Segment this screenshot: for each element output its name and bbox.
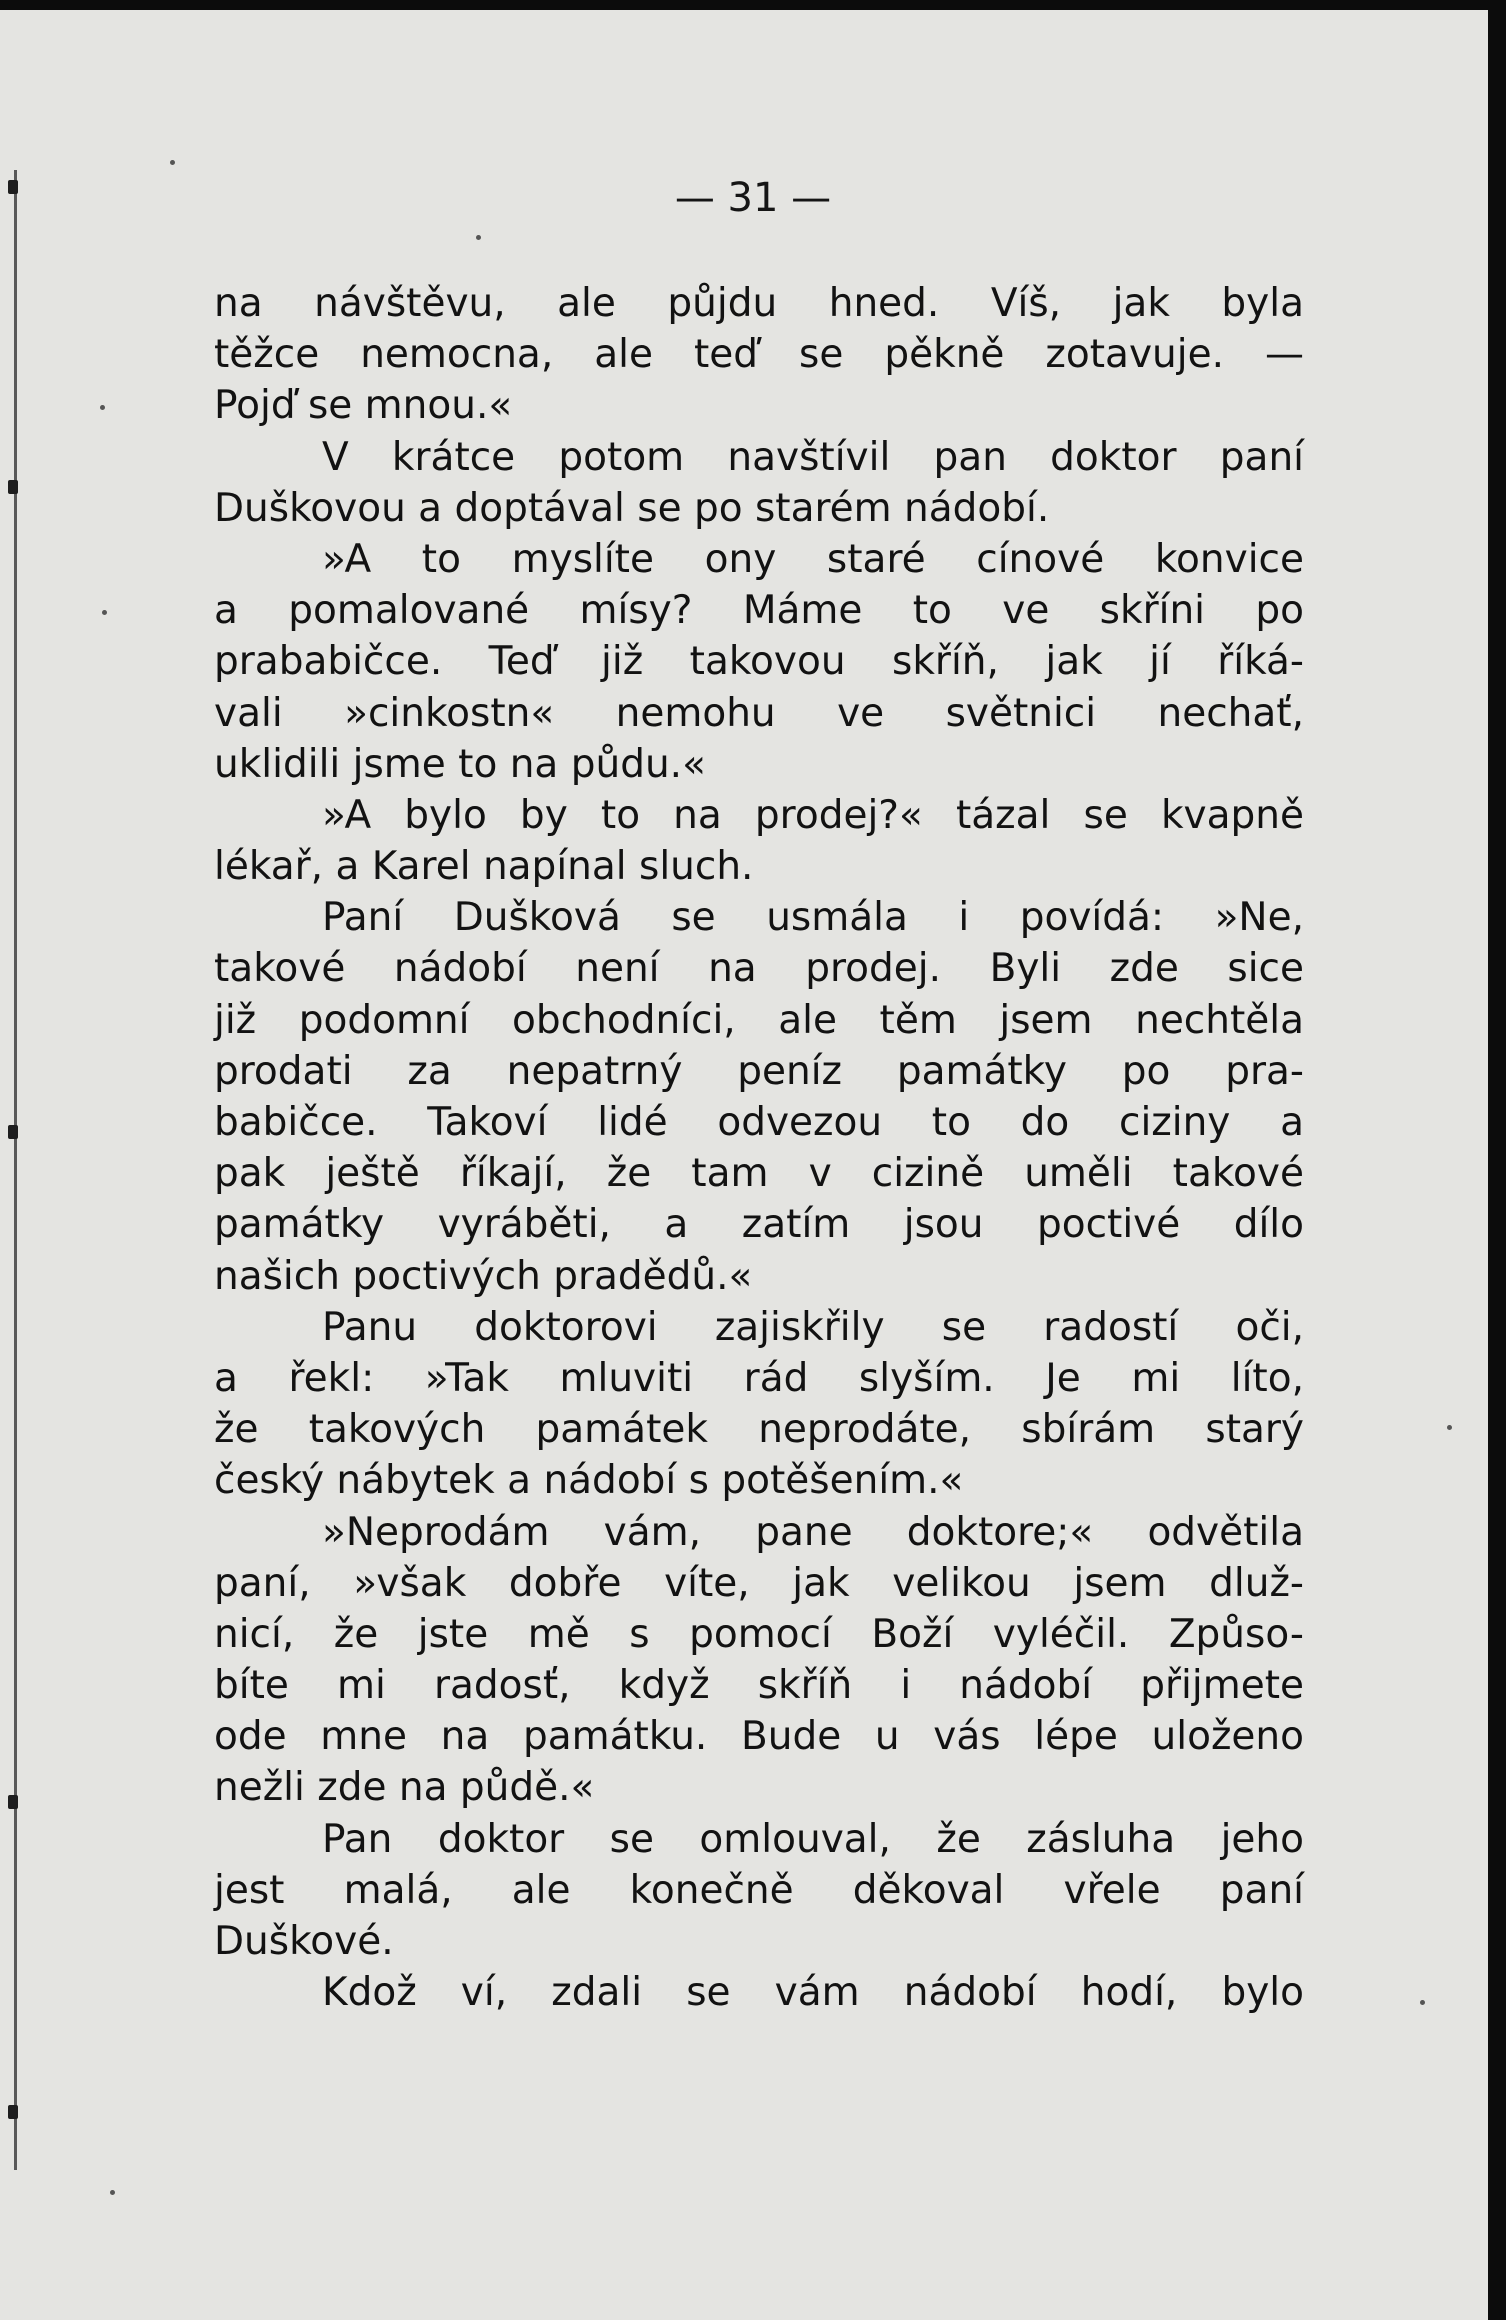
text-line: Duškové. <box>214 1919 394 1964</box>
text-line: Panu doktorovi zajiskřily se radostí oči, <box>322 1304 1304 1350</box>
text-line: prodati za nepatrný peníz památky po pra- <box>214 1048 1304 1094</box>
paper-speck <box>100 405 105 410</box>
text-line: český nábytek a nádobí s potěšením.« <box>214 1458 964 1504</box>
text-line: Kdož ví, zdali se vám nádobí hodí, bylo <box>322 1970 1304 2016</box>
text-line: »A to myslíte ony staré cínové konvice <box>322 536 1304 582</box>
paper-speck <box>1447 1425 1452 1430</box>
page-number: — 31 — <box>674 175 832 221</box>
text-line: paní, »však dobře víte, jak velikou jsem dluž- <box>214 1560 1304 1606</box>
text-line: Paní Dušková se usmála i povídá: »Ne, <box>322 895 1304 941</box>
text-line: jest malá, ale konečně děkoval vřele paní <box>214 1867 1304 1913</box>
paper-speck <box>170 160 175 165</box>
text-line: nežli zde na půdě.« <box>214 1765 595 1811</box>
paper-speck <box>476 235 481 240</box>
text-line: již podomní obchodníci, ale těm jsem nechtěla <box>214 997 1304 1043</box>
binding-mark <box>8 480 18 494</box>
text-line: prababičce. Teď již takovou skříň, jak jí říká- <box>214 639 1304 685</box>
text-line: a pomalované mísy? Máme to ve skříni po <box>214 588 1304 634</box>
paper-speck <box>1420 2000 1425 2005</box>
text-line: památky vyráběti, a zatím jsou poctivé dílo <box>214 1202 1304 1248</box>
text-line: na návštěvu, ale půjdu hned. Víš, jak byla <box>214 281 1304 326</box>
text-line: lékař, a Karel napínal sluch. <box>214 844 754 890</box>
text-line: ode mne na památku. Bude u vás lépe uloženo <box>214 1714 1304 1760</box>
text-line: »A bylo by to na prodej?« tázal se kvapně <box>322 792 1304 838</box>
binding-mark <box>8 1795 18 1809</box>
text-line: V krátce potom navštívil pan doktor paní <box>322 434 1304 480</box>
text-line: »Neprodám vám, pane doktore;« odvětila <box>322 1509 1304 1555</box>
text-line: že takových památek neprodáte, sbírám starý <box>214 1407 1304 1453</box>
paper-speck <box>102 610 107 615</box>
paper-speck <box>110 2190 115 2195</box>
text-line: našich poctivých pradědů.« <box>214 1253 753 1299</box>
text-line: babičce. Takoví lidé odvezou to do ciziny a <box>214 1100 1304 1145</box>
binding-mark <box>8 1125 18 1139</box>
text-line: těžce nemocna, ale teď se pěkně zotavuje. — <box>214 332 1304 378</box>
text-line: bíte mi radosť, když skříň i nádobí přijmete <box>214 1663 1304 1709</box>
text-line: takové nádobí není na prodej. Byli zde sice <box>214 946 1304 992</box>
binding-mark <box>8 2105 18 2119</box>
text-line: Pan doktor se omlouval, že zásluha jeho <box>322 1816 1304 1862</box>
text-line: a řekl: »Tak mluviti rád slyším. Je mi líto, <box>214 1355 1304 1401</box>
text-line: nicí, že jste mě s pomocí Boží vyléčil. Způso- <box>214 1611 1304 1657</box>
text-line: uklidili jsme to na půdu.« <box>214 741 706 787</box>
text-line: vali »cinkostn« nemohu ve světnici nechať, <box>214 690 1304 736</box>
text-line: Duškovou a doptával se po starém nádobí. <box>214 485 1050 531</box>
body-text <box>214 278 1304 2018</box>
text-line: Pojď se mnou.« <box>214 383 513 429</box>
binding-edge <box>14 170 17 2170</box>
text-line: pak ještě říkají, že tam v cizině uměli takové <box>214 1151 1304 1197</box>
